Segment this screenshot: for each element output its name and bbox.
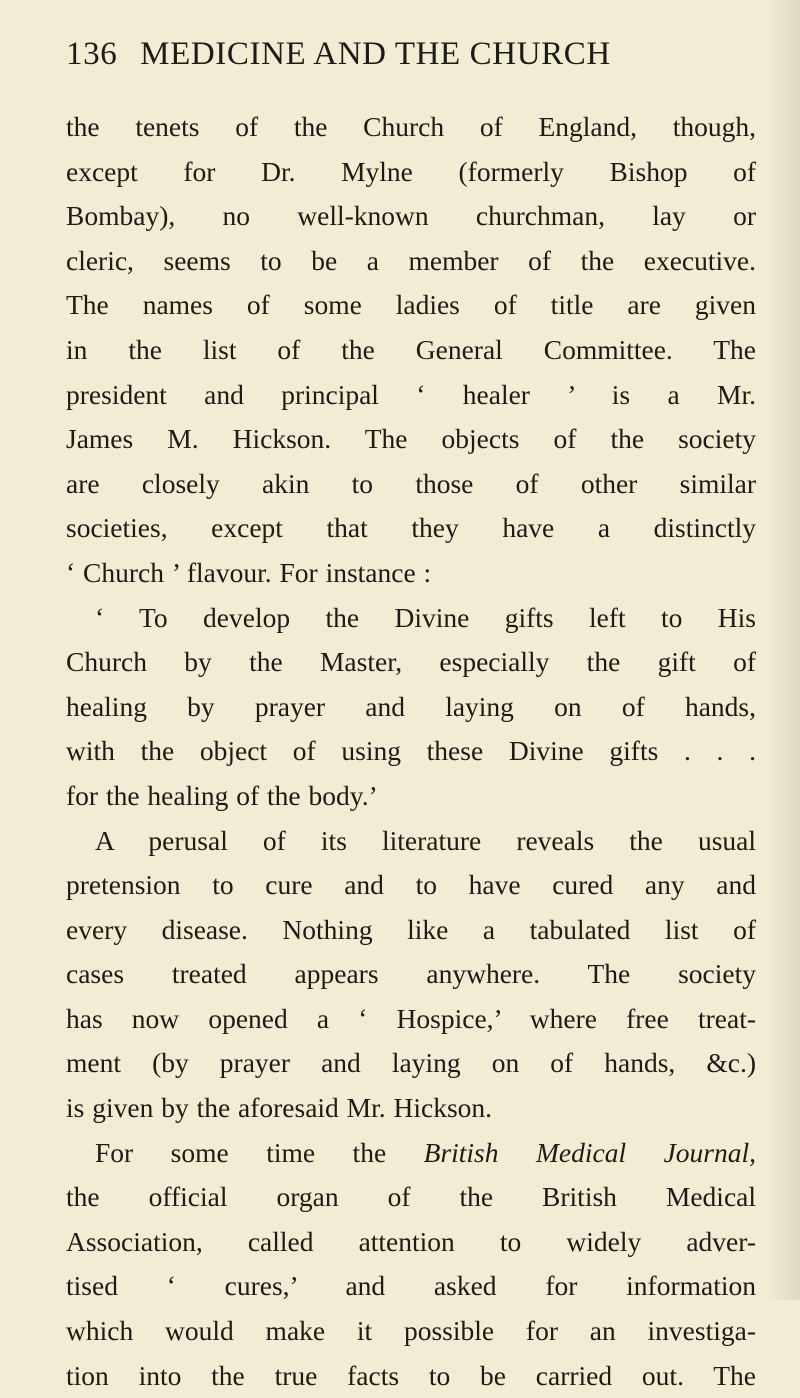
text-line: the official organ of the British Medical bbox=[66, 1181, 756, 1213]
text-line: tised ‘ cures,’ and asked for information bbox=[66, 1270, 756, 1302]
text-line: tion into the true facts to be carried out. The bbox=[66, 1359, 756, 1391]
text-line: which would make it possible for an investiga- bbox=[66, 1315, 756, 1347]
text-line bbox=[66, 1131, 756, 1176]
text-line: ment (by prayer and laying on of hands, &c.) bbox=[66, 1047, 756, 1079]
text-line: societies, except that they have a distinctly bbox=[66, 512, 756, 544]
text-line: cleric, seems to be a member of the executive. bbox=[66, 244, 756, 276]
quote-line: healing by prayer and laying on of hands, bbox=[66, 690, 756, 722]
text-line: Bombay), no well-known churchman, lay or bbox=[66, 200, 756, 232]
text-line: the tenets of the Church of England, though, bbox=[66, 111, 756, 142]
text-line: cases treated appears anywhere. The society bbox=[66, 958, 756, 990]
paragraph-lead: For some time the bbox=[95, 1136, 387, 1168]
text-line: pretension to cure and to have cured any and bbox=[66, 869, 756, 901]
text-line: A perusal of its literature reveals the usual bbox=[95, 824, 756, 856]
text-line: are closely akin to those of other similar bbox=[66, 467, 756, 499]
text-line: in the list of the General Committee. The bbox=[66, 333, 756, 365]
text-line: The names of some ladies of title are given bbox=[66, 289, 756, 321]
journal-title: British Medical Journal, bbox=[423, 1136, 756, 1168]
text-line: James M. Hickson. The objects of the society bbox=[66, 423, 756, 455]
text-line: is given by the aforesaid Mr. Hickson. bbox=[66, 1092, 493, 1124]
quote-line: for the healing of the body.’ bbox=[66, 779, 378, 811]
quote-line: ‘ To develop the Divine gifts left to His bbox=[95, 601, 756, 633]
running-header bbox=[66, 34, 746, 74]
text-line: Association, called attention to widely adver- bbox=[66, 1225, 756, 1257]
text-line: every disease. Nothing like a tabulated list of bbox=[66, 913, 756, 945]
page-number: 136 bbox=[66, 36, 118, 72]
quote-line: with the object of using these Divine gifts . . . bbox=[66, 735, 756, 767]
text-line: president and principal ‘ healer ’ is a Mr. bbox=[66, 378, 756, 410]
text-line: ‘ Church ’ flavour. For instance : bbox=[66, 556, 432, 588]
text-line: except for Dr. Mylne (formerly Bishop of bbox=[66, 155, 756, 187]
quote-line: Church by the Master, especially the gift of bbox=[66, 646, 756, 678]
text-line: has now opened a ‘ Hospice,’ where free treat- bbox=[66, 1002, 756, 1034]
body-text bbox=[66, 105, 756, 1398]
running-title: MEDICINE AND THE CHURCH bbox=[140, 36, 611, 72]
